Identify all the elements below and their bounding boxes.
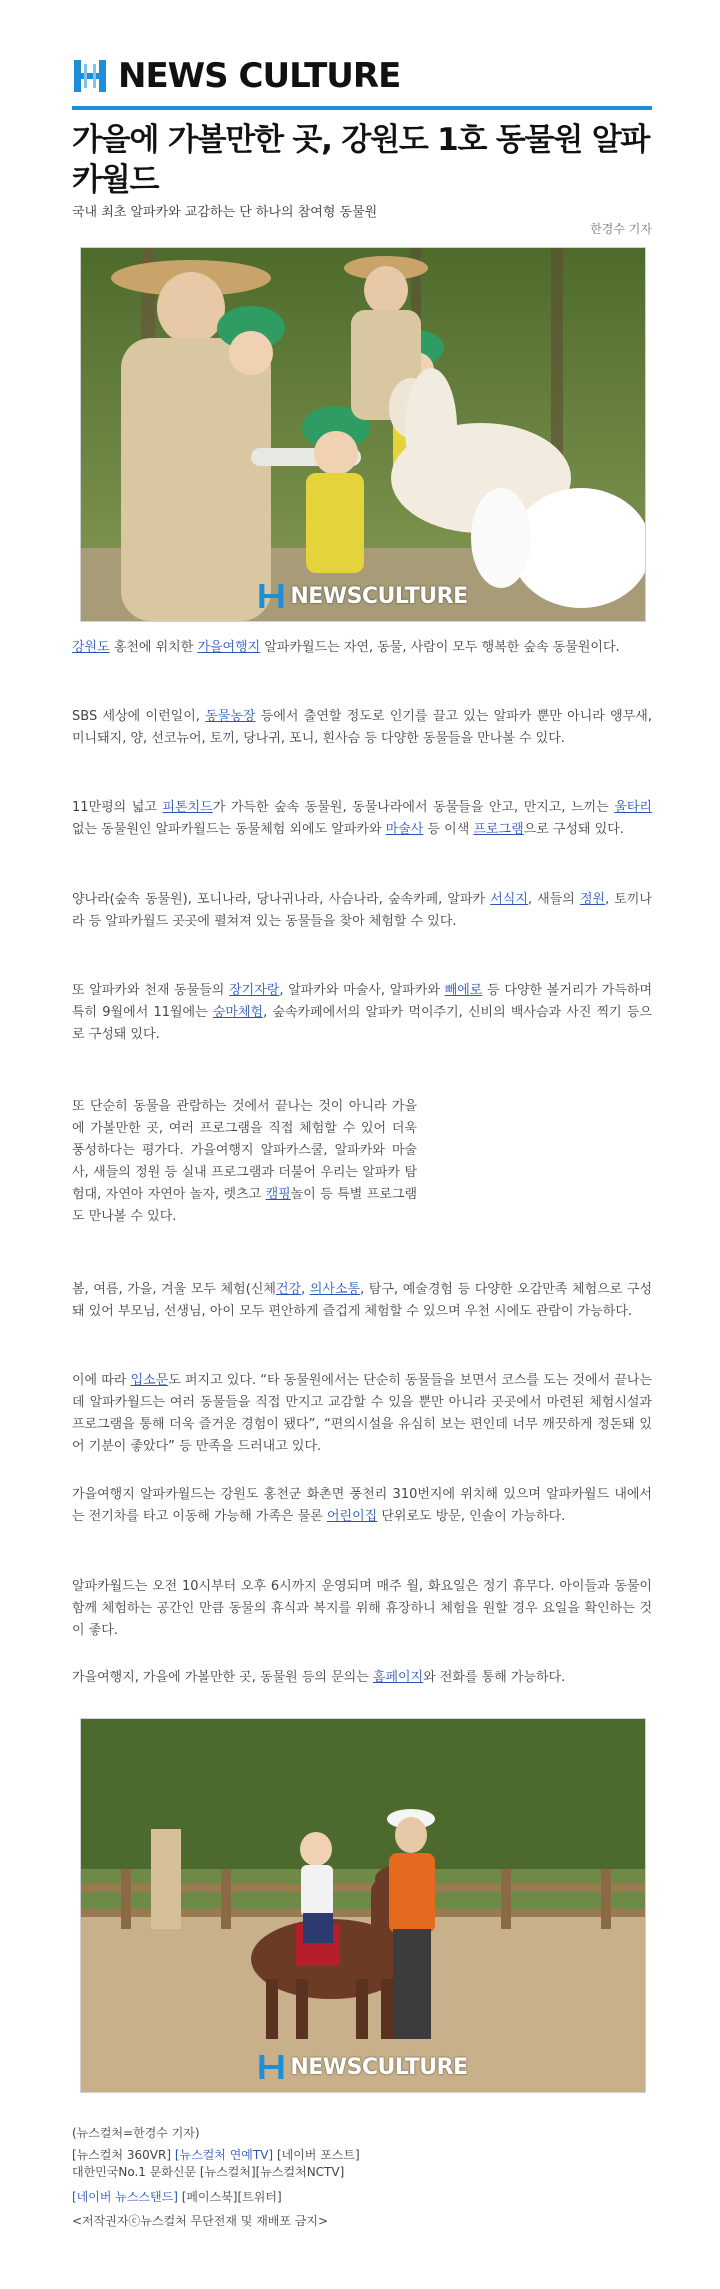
paragraph-text: 등 다양한 볼거리가 가득하며 특히 9월에서 11월에는	[72, 983, 652, 1020]
watermark-text: NEWSCULTURE	[290, 583, 468, 609]
inline-keyword-link[interactable]: 울타리	[614, 800, 652, 815]
photo-watermark	[258, 583, 467, 609]
paragraph-text: ,	[301, 1282, 310, 1297]
paragraph-text: 11만평의 넓고	[72, 800, 163, 815]
link-360vr[interactable]: [뉴스컬처 360VR]	[72, 2148, 171, 2162]
paragraph-text: 알파카월드는 자연, 동물, 사람이 모두 행복한 숲속 동물원이다.	[260, 640, 620, 655]
paragraph-text: SBS 세상에 이런일이,	[72, 709, 206, 724]
footer-social-row	[72, 2188, 282, 2206]
footer-links-row	[72, 2146, 360, 2164]
paragraph-text: , 숲속카페에서의 알파카 먹이주기, 신비의 백사슴과 사진 찍기 등으로 구성돼 있다.	[72, 1005, 652, 1042]
paragraph	[72, 980, 652, 1046]
paragraph-text: 등에서 출연할 정도로 인기를 끌고 있는 알파카 뿐만 아니라 앵무새, 미니돼지, 양, 선코뉴어, 토끼, 당나귀, 포니, 흰사슴 등 다양한 동물들을 만나볼 수 있다.	[72, 709, 652, 746]
inline-keyword-link[interactable]: 마술사	[385, 822, 424, 837]
inline-keyword-link[interactable]: 피톤치드	[162, 800, 213, 815]
paragraph	[72, 1279, 652, 1323]
paragraph-text: , 탐구, 예술경험 등 다양한 오감만족 체험으로 구성돼 있어 부모님, 선생님, 아이 모두 편안하게 즐겁게 체험할 수 있으며 우천 시에도 관람이 가능하다.	[72, 1282, 652, 1319]
link-social[interactable]: [페이스북][트위터]	[181, 2190, 282, 2204]
logo-h-icon	[72, 58, 108, 94]
paragraph-text: , 새들의	[527, 892, 580, 907]
inline-keyword-link[interactable]: 입소문	[130, 1373, 169, 1388]
watermark-h-icon	[258, 583, 284, 609]
inline-keyword-link[interactable]: 강원도	[72, 640, 110, 655]
article-photo-pony	[80, 1718, 646, 2093]
inline-keyword-link[interactable]: 프로그램	[473, 822, 524, 837]
paragraph-text: 도 퍼지고 있다. “타 동물원에서는 단순히 동물들을 보면서 코스를 도는 것에서 끝나는데 알파카월드는 여러 동물들을 직접 만지고 교감할 수 있을 뿐만 아니라 곳곳에서 마련된 체험시설과 프로그램을 통해 더욱 즐거운 경험이 됐다”, “편의시설을 유심히 보는 편인데 너무 깨끗하게 정돈돼 있어 기분이 좋았다” 등 만족을 드러내고 있다.	[72, 1373, 652, 1454]
link-naver-post[interactable]: [네이버 포스트]	[276, 2148, 360, 2162]
site-logo[interactable]	[72, 56, 400, 96]
inline-keyword-link[interactable]: 정원	[579, 892, 606, 907]
link-entertainment-tv[interactable]: [뉴스컬처 연예TV]	[174, 2148, 274, 2162]
logo-text: NEWS CULTURE	[118, 56, 401, 96]
footer-slogan: 대한민국No.1 문화신문 [뉴스컬처][뉴스컬처NCTV]	[72, 2165, 345, 2179]
paragraph-text: 봄, 여름, 가을, 겨울 모두 체험(신체	[72, 1282, 276, 1297]
inline-keyword-link[interactable]: 숭마체험	[212, 1005, 264, 1020]
paragraph-text: 또 단순히 동물을 관람하는 것에서 끝나는 것이 아니라 가을에 가볼만한 곳, 여러 프로그램을 직접 체험할 수 있어 더욱 풍성하다는 평가다. 가을여행지 알파카스쿨, 알파카와 마술사, 새들의 정원 등 실내 프로그램과 더불어 우리는 알파카 탐험대, 자연아 자연아 놀자, 렛츠고	[72, 1099, 417, 1202]
paragraph	[72, 1576, 652, 1642]
paragraph-text: 가을여행지 알파카월드는 강원도 홍천군 화촌면 풍천리 310번지에 위치해 있으며 알파카월드 내에서는 전기차를 타고 이동해 가능해 가족은 물론	[72, 1487, 652, 1524]
paragraph-text: 이에 따라	[72, 1373, 131, 1388]
paragraph	[72, 706, 652, 750]
paragraph-text: , 알파카와 마술사, 알파카와	[279, 983, 445, 998]
paragraph	[72, 889, 652, 933]
paragraph-text: 와 전화를 통해 가능하다.	[423, 1670, 566, 1685]
inline-keyword-link[interactable]: 가을여행지	[197, 640, 261, 655]
article-subtitle: 국내 최초 알파카와 교감하는 단 하나의 참여형 동물원	[72, 205, 378, 220]
paragraph-text: , 토끼나라 등 알파카월드 곳곳에 펼쳐져 있는 동물들을 찾아 체험할 수 있다.	[72, 892, 652, 929]
article-headline: 가을에 가볼만한 곳, 강원도 1호 동물원 알파카월드	[72, 122, 650, 198]
reporter-credit: (뉴스컬처=한경수 기자)	[72, 2126, 200, 2140]
inline-keyword-link[interactable]: 장기자랑	[229, 983, 280, 998]
paragraph	[72, 1484, 652, 1528]
photo-watermark	[258, 2054, 467, 2080]
inline-keyword-link[interactable]: 의사소통	[309, 1282, 361, 1297]
paragraph-text: 없는 동물원인 알파카월드는 동물체험 외에도 알파카와	[72, 822, 386, 837]
paragraph-text: 놀이 등 특별 프로그램도 만나볼 수 있다.	[72, 1187, 418, 1224]
paragraph	[72, 637, 652, 659]
article-photo-alpaca	[80, 247, 646, 622]
paragraph-text: 가 가득한 숲속 동물원, 동물나라에서 동물들을 안고, 만지고, 느끼는	[212, 800, 615, 815]
paragraph-text: 홍천에 위치한	[109, 640, 198, 655]
inline-keyword-link[interactable]: 서식지	[490, 892, 528, 907]
paragraph-text: 가을여행지, 가을에 가볼만한 곳, 동물원 등의 문의는	[72, 1670, 373, 1685]
inline-keyword-link[interactable]: 동물농장	[205, 709, 256, 724]
paragraph	[72, 797, 652, 841]
article-byline: 한경수 기자	[590, 222, 652, 236]
inline-keyword-link[interactable]: 캠핑	[265, 1187, 291, 1202]
inline-keyword-link[interactable]: 건강	[275, 1282, 302, 1297]
inline-keyword-link[interactable]: 빼에로	[444, 983, 483, 998]
paragraph-text: 단위로도 방문, 인솔이 가능하다.	[377, 1509, 566, 1524]
paragraph	[72, 1096, 417, 1228]
watermark-text: NEWSCULTURE	[290, 2054, 468, 2080]
copyright-notice: <저작권자ⓒ뉴스컬처 무단전재 및 재배포 금지>	[72, 2214, 329, 2228]
paragraph-text: 양나라(숲속 동물원), 포니나라, 당나귀나라, 사슴나라, 숲속카페, 알파카	[72, 892, 491, 907]
watermark-h-icon	[258, 2054, 284, 2080]
link-naver-newsstand[interactable]: [네이버 뉴스스탠드]	[72, 2190, 178, 2204]
header-divider	[72, 106, 652, 110]
paragraph-text: 또 알파카와 천재 동물들의	[72, 983, 230, 998]
paragraph	[72, 1370, 652, 1458]
paragraph-text: 으로 구성돼 있다.	[523, 822, 624, 837]
paragraph-text: 등 이색	[423, 822, 474, 837]
paragraph	[72, 1667, 652, 1689]
paragraph-text: 알파카월드는 오전 10시부터 오후 6시까지 운영되며 매주 월, 화요일은 정기 휴무다. 아이들과 동물이 함께 체험하는 공간인 만큼 동물의 휴식과 복지를 위해 휴장하니 체험을 원할 경우 요일을 확인하는 것이 좋다.	[72, 1579, 652, 1638]
inline-keyword-link[interactable]: 어린이집	[326, 1509, 378, 1524]
inline-keyword-link[interactable]: 홈페이지	[372, 1670, 424, 1685]
